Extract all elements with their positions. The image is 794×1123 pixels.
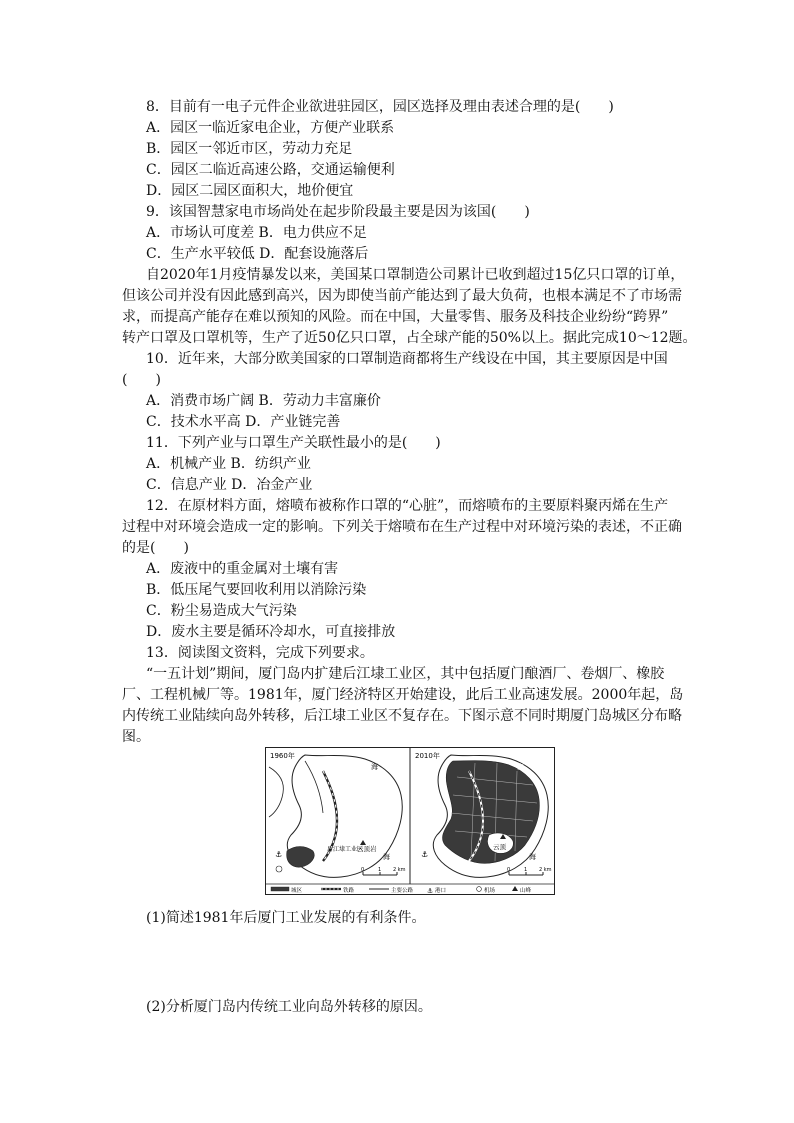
anchor-icon: ⚓	[275, 850, 283, 859]
sea-label-1960: 海	[371, 763, 378, 771]
q13-passage-line: 厂、工程机械厂等。1981年，厦门经济特区开始建设，此后工业高速发展。2000年起，岛	[122, 687, 684, 703]
q13-subquestion-1: (1)简述1981年后厦门工业发展的有利条件。	[146, 910, 426, 926]
q12-stem-cont: 的是( )	[122, 540, 189, 556]
q13-passage-line: 图。	[122, 729, 150, 745]
peak-label-2010: 云顶	[493, 843, 506, 851]
q13-stem: 13．阅读图文资料，完成下列要求。	[146, 645, 374, 661]
q8-stem: 8．目前有一电子元件企业欲进驻园区，园区选择及理由表述合理的是( )	[146, 99, 614, 115]
islet	[276, 866, 282, 872]
q9-options-cd: C．生产水平较低 D．配套设施落后	[146, 246, 369, 262]
passage1-line: 但该公司并没有因此感到高兴，因为即使当前产能达到了最大负荷，也根本满足不了市场需	[122, 288, 682, 304]
q13-subquestion-2: (2)分析厦门岛内传统工业向岛外转移的原因。	[146, 999, 432, 1015]
legend-port-label: 港口	[435, 888, 447, 894]
q9-options-ab: A．市场认可度差 B．电力供应不足	[146, 225, 367, 241]
legend-peak-label: 山峰	[520, 888, 532, 894]
sea-label-2010: 海	[517, 763, 524, 771]
scale-label: 1	[524, 867, 528, 873]
q11-options-ab: A．机械产业 B．纺织产业	[146, 456, 311, 472]
q8-option-d: D．园区二园区面积大，地价便宜	[146, 183, 354, 199]
legend-urban-swatch	[271, 887, 289, 891]
q11-options-cd: C．信息产业 D．冶金产业	[146, 477, 313, 493]
sea-label-2010-b: 海	[529, 853, 536, 861]
q8-option-b: B．园区一邻近市区，劳动力充足	[146, 141, 353, 157]
scale-label: 1	[378, 867, 382, 873]
q8-option-c: C．园区二临近高速公路，交通运输便利	[146, 162, 395, 178]
year-label-1960: 1960年	[270, 752, 295, 760]
q9-stem: 9．该国智慧家电市场尚处在起步阶段最主要是因为该国( )	[146, 204, 530, 220]
legend-airport-label: 机场	[484, 888, 496, 894]
q12-option-a: A．废液中的重金属对土壤有害	[146, 561, 339, 577]
scale-label: 2 km	[539, 867, 552, 873]
q12-stem-cont: 过程中对环境会造成一定的影响。下列关于熔喷布在生产过程中对环境污染的表述，不正确	[122, 519, 682, 535]
year-label-2010: 2010年	[415, 752, 440, 760]
scale-label: 2 km	[393, 867, 406, 873]
passage1-line: 求，而提高产能存在难以预知的风险。而在中国，大量零售、服务及科技企业纷纷“跨界”	[122, 309, 669, 325]
q12-option-b: B．低压尾气要回收利用以消除污染	[146, 582, 367, 598]
q10-options-cd: C．技术水平高 D．产业链完善	[146, 414, 341, 430]
scale-label: 0	[507, 867, 511, 873]
legend-railway-label: 铁路	[343, 888, 355, 894]
legend-urban-label: 城区	[291, 888, 303, 894]
industrial-zone-label: 后江埭工业区	[327, 846, 364, 853]
q11-stem: 11．下列产业与口罩生产关联性最小的是( )	[146, 435, 441, 451]
q12-option-c: C．粉尘易造成大气污染	[146, 603, 297, 619]
q10-options-ab: A．消费市场广阔 B．劳动力丰富廉价	[146, 393, 381, 409]
passage1-line: 自2020年1月疫情暴发以来，美国某口罩制造公司累计已收到超过15亿只口罩的订单，	[146, 267, 685, 283]
legend-airport-icon	[477, 887, 482, 892]
anchor-icon: ⚓	[421, 850, 429, 859]
q13-passage-line: 内传统工业陆续向岛外转移，后江埭工业区不复存在。下图示意不同时期厦门岛城区分布略	[122, 708, 682, 724]
q10-stem-cont: ( )	[122, 372, 161, 388]
scale-label: 0	[361, 867, 365, 873]
legend-port-icon: ⚓	[427, 887, 434, 895]
legend-highway-label: 主要公路	[391, 888, 414, 894]
q12-stem: 12．在原材料方面，熔喷布被称作口罩的“心脏”，而熔喷布的主要原料聚丙烯在生产	[146, 498, 669, 514]
xiamen-island-map-figure	[265, 747, 555, 895]
passage1-line: 转产口罩及口罩机等，生产了近50亿只口罩，占全球产能的50%以上。据此完成10～12题。	[122, 330, 697, 346]
peak-label-1960: 云顶岩	[357, 845, 377, 853]
q12-option-d: D．废水主要是循环冷却水，可直接排放	[146, 624, 396, 640]
q13-passage-line: “一五计划”期间，厦门岛内扩建后江埭工业区，其中包括厦门酿酒厂、卷烟厂、橡胶	[146, 666, 665, 682]
q10-stem: 10．近年来，大部分欧美国家的口罩制造商都将生产线设在中国，其主要原因是中国	[146, 351, 668, 367]
sea-label-1960-b: 海	[383, 853, 390, 861]
q8-option-a: A．园区一临近家电企业，方便产业联系	[146, 120, 395, 136]
